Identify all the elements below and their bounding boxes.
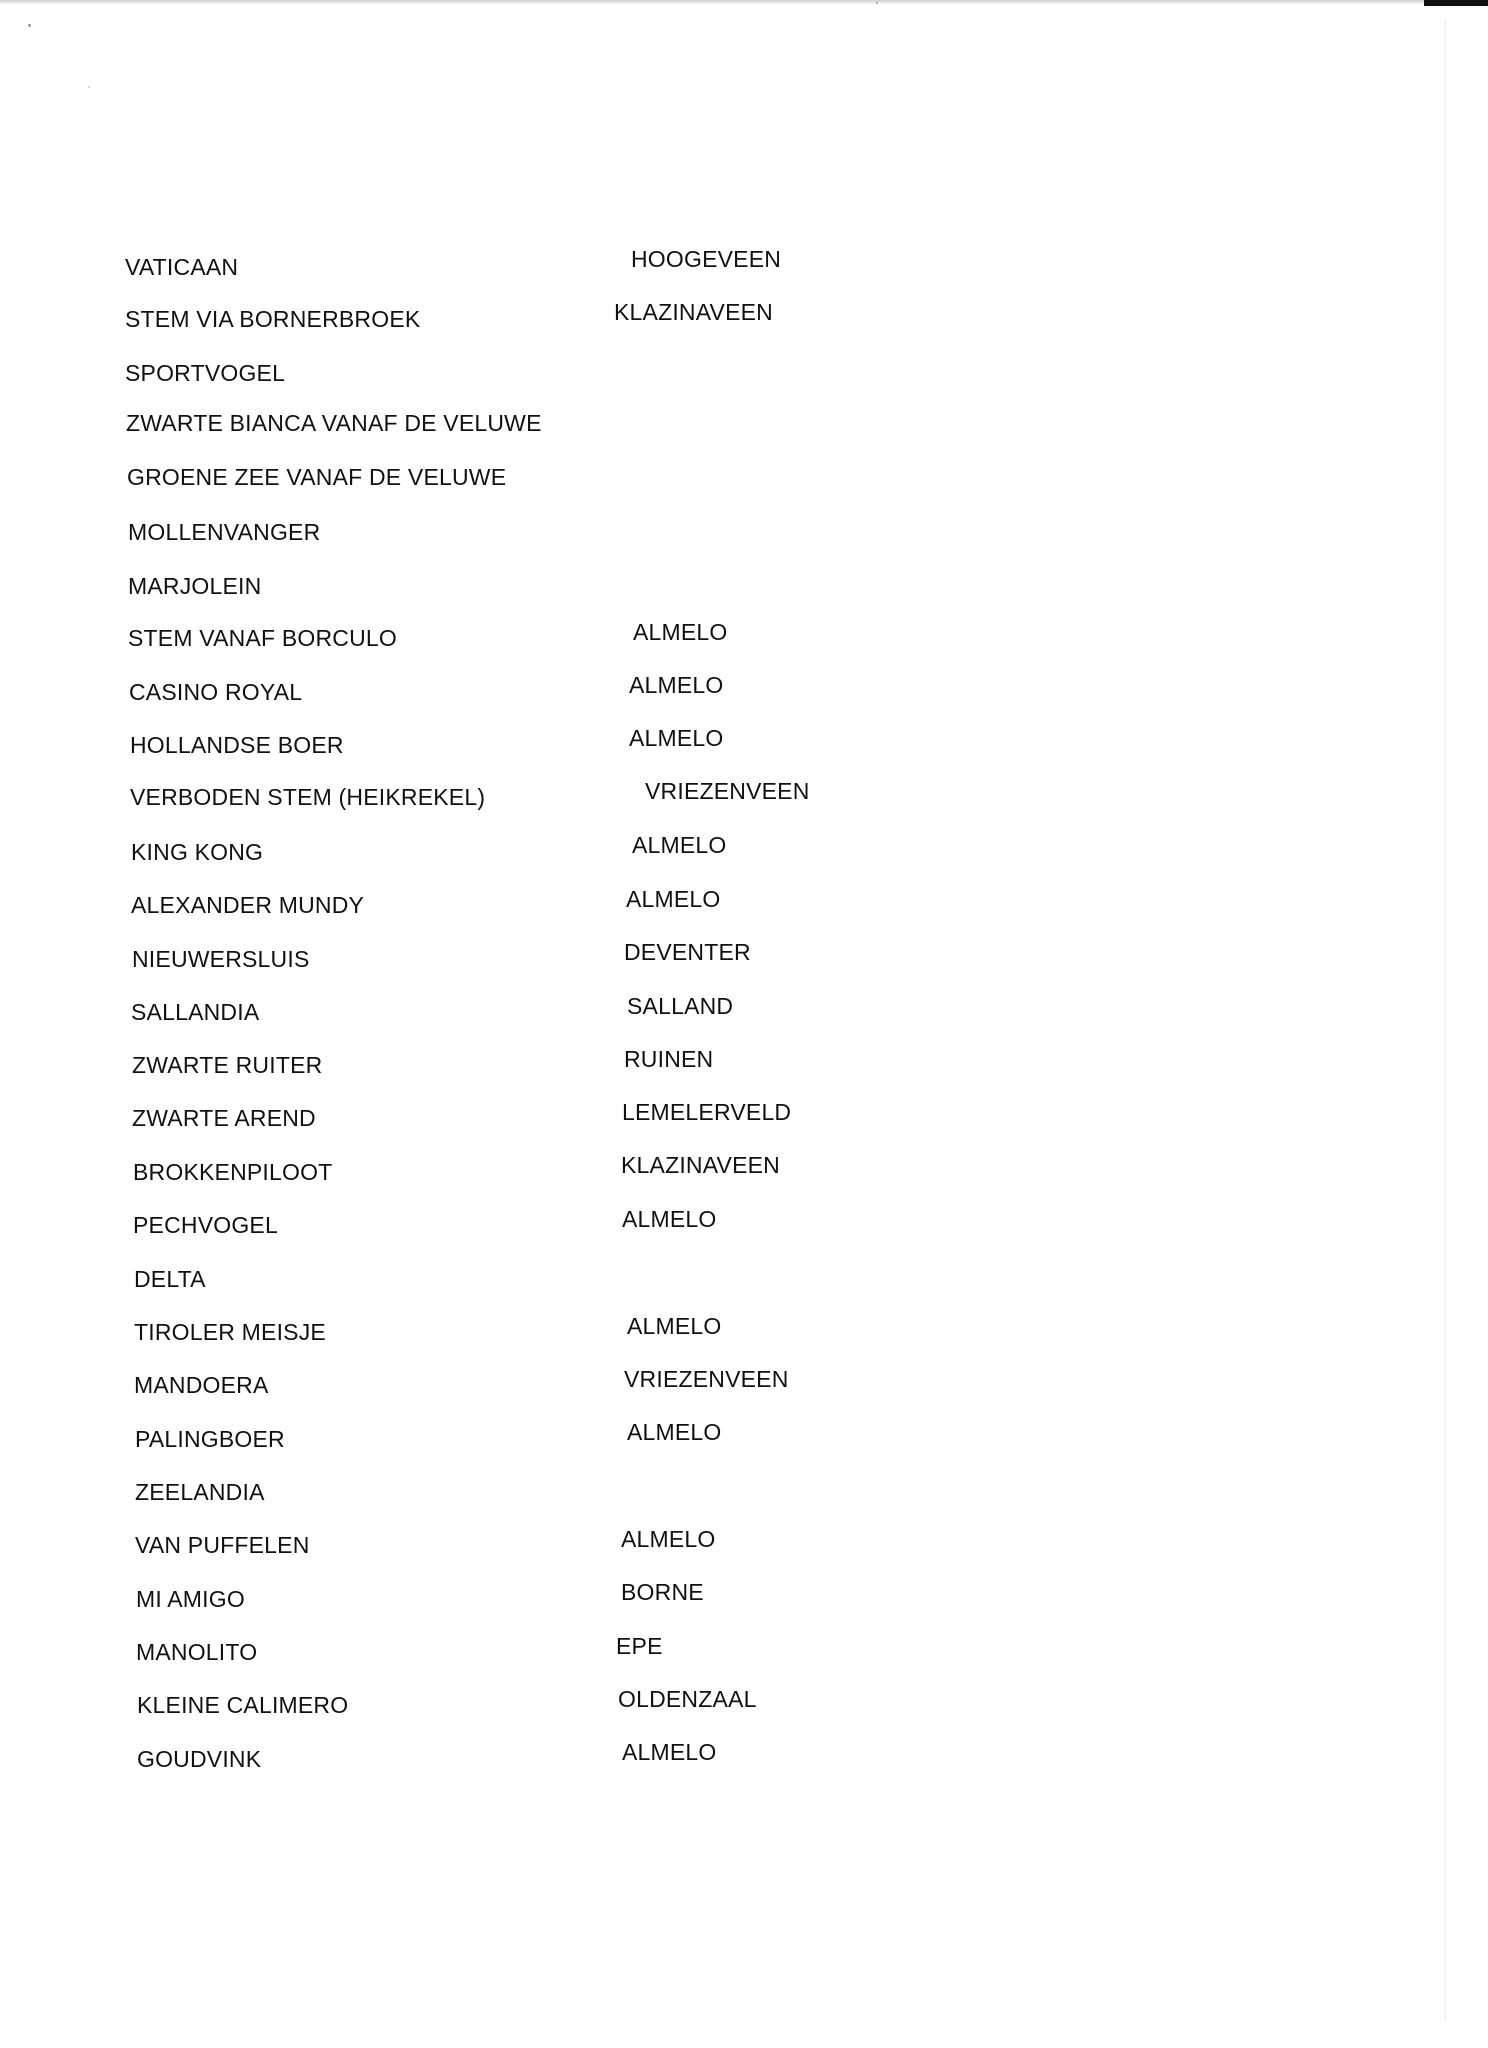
station-location: ALMELO (629, 672, 724, 698)
station-name: BROKKENPILOOT (133, 1159, 333, 1185)
station-name: PECHVOGEL (133, 1212, 278, 1238)
station-location: VRIEZENVEEN (624, 1366, 789, 1392)
station-location: ALMELO (627, 1419, 722, 1445)
station-name: GOUDVINK (137, 1746, 262, 1772)
station-name: VATICAAN (125, 254, 239, 280)
station-name: STEM VIA BORNERBROEK (125, 306, 421, 332)
station-name: MI AMIGO (136, 1586, 245, 1612)
station-name: SALLANDIA (131, 999, 260, 1025)
station-location: ALMELO (626, 886, 721, 912)
station-name: ZWARTE RUITER (132, 1052, 323, 1078)
station-name: CASINO ROYAL (129, 679, 303, 705)
station-location: KLAZINAVEEN (614, 299, 773, 325)
station-location: ALMELO (622, 1739, 717, 1765)
station-location: ALMELO (632, 832, 727, 858)
station-location: OLDENZAAL (618, 1686, 757, 1712)
station-location: ALMELO (633, 619, 728, 645)
station-name: GROENE ZEE VANAF DE VELUWE (127, 464, 507, 490)
station-location: VRIEZENVEEN (645, 778, 810, 804)
scan-speck (88, 86, 90, 88)
station-name: PALINGBOER (135, 1426, 285, 1452)
station-location: HOOGEVEEN (631, 246, 782, 272)
station-name: VAN PUFFELEN (135, 1532, 310, 1558)
station-location: EPE (616, 1633, 663, 1659)
station-name: TIROLER MEISJE (134, 1319, 326, 1345)
station-name: ZEELANDIA (135, 1479, 265, 1505)
station-location: DEVENTER (624, 939, 751, 965)
station-name: ALEXANDER MUNDY (131, 892, 365, 918)
scan-right-edge (1444, 20, 1446, 2020)
station-name: KLEINE CALIMERO (137, 1692, 349, 1718)
station-location: ALMELO (622, 1206, 717, 1232)
station-name: ZWARTE BIANCA VANAF DE VELUWE (126, 410, 542, 436)
station-location: KLAZINAVEEN (621, 1152, 780, 1178)
station-name: MARJOLEIN (128, 573, 262, 599)
station-location: ALMELO (627, 1313, 722, 1339)
station-name: KING KONG (131, 839, 264, 865)
station-location: ALMELO (621, 1526, 716, 1552)
station-name: DELTA (134, 1266, 206, 1292)
station-name: HOLLANDSE BOER (130, 732, 344, 758)
station-name: NIEUWERSLUIS (132, 946, 310, 972)
station-name: SPORTVOGEL (125, 360, 286, 386)
station-name: STEM VANAF BORCULO (128, 625, 397, 651)
station-name: MOLLENVANGER (128, 519, 321, 545)
station-name: MANOLITO (136, 1639, 258, 1665)
station-name: MANDOERA (134, 1372, 269, 1398)
station-name: ZWARTE AREND (132, 1105, 316, 1131)
station-location: RUINEN (624, 1046, 714, 1072)
station-location: ALMELO (629, 725, 724, 751)
station-name: VERBODEN STEM (HEIKREKEL) (130, 784, 486, 810)
station-location: BORNE (621, 1579, 704, 1605)
station-location: LEMELERVELD (622, 1099, 792, 1125)
station-location: SALLAND (627, 993, 734, 1019)
